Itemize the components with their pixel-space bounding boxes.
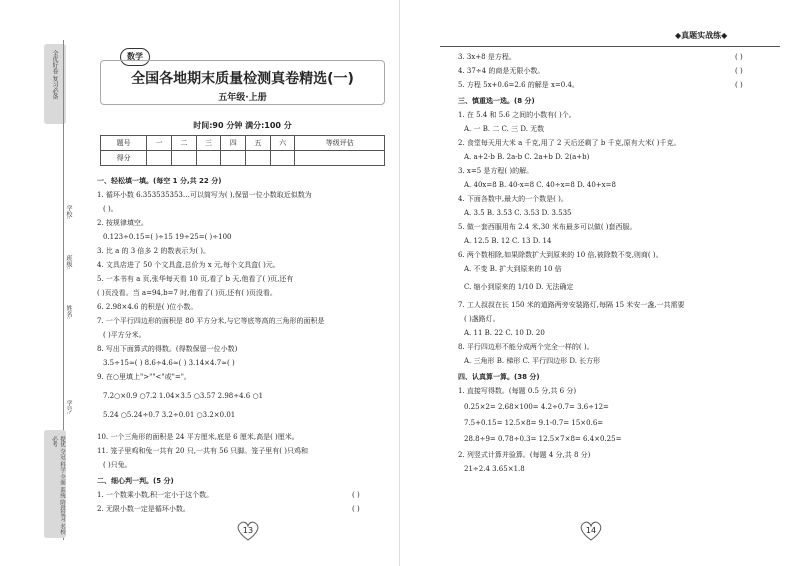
score-input-cell[interactable]: [171, 151, 196, 166]
option-line: A. 3.5̇ B. 3.53̇ C. 3.53 D. 3.535̇: [464, 209, 572, 217]
page-number: [235, 520, 261, 542]
header-rule: [440, 46, 780, 47]
option-line: A. 一 B. 二 C. 三 D. 无数: [464, 125, 545, 133]
score-input-cell[interactable]: [147, 151, 172, 166]
question-line: 0.123÷0.15=( )÷15 19÷25=( )÷100: [103, 233, 232, 241]
score-input-cell[interactable]: [246, 151, 271, 166]
question-line: 1. 一个数乘小数,积一定小于这个数。: [97, 491, 214, 499]
time-label: 时间:90 分钟 满分:100 分: [193, 121, 292, 130]
answer-paren[interactable]: ( ): [735, 67, 743, 75]
option-line: A. 不变 B. 扩大到原来的 10 倍: [464, 265, 562, 273]
answer-paren[interactable]: ( ): [735, 53, 743, 61]
option-line: A. 11 B. 22 C. 10 D. 20: [464, 329, 545, 337]
question-line: 3. x=5 是方程( )的解。: [458, 167, 534, 175]
grade-label: 五年级·上册: [218, 93, 267, 103]
sidebar-bottom-text: 提优 夺冠 科学 全面 系统 阶段复习 名校必考: [51, 436, 65, 535]
option-line: A. 12.5 B. 12 C. 13 D. 14: [464, 237, 552, 245]
answer-paren[interactable]: ( ): [352, 505, 360, 513]
question-line: 2. 按规律填空。: [97, 219, 148, 227]
question-line: 5.24 ○5.24÷0.7 3.2÷0.01 ○3.2×0.01: [103, 411, 236, 419]
score-input-cell[interactable]: [196, 151, 221, 166]
question-line: 6. 两个数相除,如果除数扩大到原来的 10 倍,被除数不变,则商( )。: [458, 251, 663, 259]
calc-row: 0.25×2= 2.68×100= 4.2÷0.7= 3.6÷12=: [464, 403, 609, 411]
question-line: 5. 做一套西服用布 2.4 米,30 米布最多可以做( )套西服。: [458, 223, 637, 231]
score-table-cell: 三: [196, 136, 221, 151]
section-heading: 一、轻松填一填。(每空 1 分,共 22 分): [97, 177, 222, 185]
option-line: A. 三角形 B. 梯形 C. 平行四边形 D. 长方形: [464, 357, 601, 365]
answer-paren[interactable]: ( ): [352, 491, 360, 499]
sidebar-field-class: 班级:: [65, 255, 72, 270]
subject-badge: 数学: [120, 48, 150, 66]
option-line: A. a+2-b B. 2a-b C. 2a+b D. 2(a+b): [464, 153, 590, 161]
sidebar-field-number: 学号:: [65, 400, 72, 415]
answer-paren[interactable]: ( ): [735, 81, 743, 89]
question-line: 6. 2.98×4.6 的积是( )位小数。: [97, 303, 198, 311]
question-line: 4. 下面各数中,最大的一个数是( )。: [458, 195, 568, 203]
score-table-cell: 得分: [101, 151, 147, 166]
question-line: ( )只兔。: [103, 461, 132, 469]
question-line: 7. 一个平行四边形的面积是 80 平方分米,与它等底等高的三角形的面积是: [97, 317, 325, 325]
calc-row: 28.8÷9= 0.78÷0.3= 12.5×7×8= 6.4×0.25=: [464, 435, 622, 443]
question-line: 5. 方程 5x+0.6=2.6 的解是 x=0.4。: [458, 81, 579, 89]
question-line: 1. 在 5.4 和 5.6 之间的小数有( )个。: [458, 111, 576, 119]
question-line: 3.5÷15≈( ) 8.6÷4.6≈( ) 3.14×4.7≈( ): [103, 359, 235, 367]
score-input-cell[interactable]: [221, 151, 246, 166]
question-line: ( )页没看。当 a=94,b=7 时,他看了( )页,还有( )页没看。: [97, 289, 277, 297]
question-line: 8. 写出下面算式的得数。(得数保留一位小数): [97, 345, 238, 353]
question-line: 5. 一本书有 a 页,张华每天看 10 页,看了 b 天,他看了( )页,还有: [97, 275, 294, 283]
score-table-cell: 二: [171, 136, 196, 151]
question-line: 10. 一个三角形的面积是 24 平方厘米,底是 6 厘米,高是( )厘米。: [97, 433, 299, 441]
section-heading: 四、认真算一算。(38 分): [458, 373, 540, 381]
question-line: 8. 平行四边形不能分成两个完全一样的( )。: [458, 343, 594, 351]
question-line: 7. 工人叔叔在长 150 米的道路两旁安装路灯,每隔 15 米安一盏,一共需要: [458, 301, 685, 309]
score-table-header: [101, 136, 385, 151]
exam-title: 全国各地期末质量检测真卷精选(一): [131, 71, 354, 87]
sidebar-field-name: 姓名:: [65, 305, 72, 320]
sidebar-top-text: 全优好卷 复习必备: [51, 50, 58, 100]
page-number-text: 13: [242, 526, 254, 535]
corner-badge: ◆真题实战练◆: [675, 31, 728, 40]
score-table-row: [101, 151, 385, 166]
score-table-cell: 六: [270, 136, 295, 151]
score-table-cell: 四: [221, 136, 246, 151]
question-line: 3. 3x+8 是方程。: [458, 53, 516, 61]
score-table-cell: 一: [147, 136, 172, 151]
question-line: 4. 文具店进了 50 个文具盒,总价为 x 元,每个文具盒( )元。: [97, 261, 280, 269]
question-line: ( )。: [103, 205, 118, 213]
sidebar-bottom-badge: [44, 430, 66, 538]
option-line: C. 缩小到原来的 1/10 D. 无法确定: [464, 283, 574, 291]
question-line: 7.2○×0.9 ○7.2 1.04×3.5 ○3.57 2.98÷4.6 ○1: [103, 392, 264, 400]
score-table-cell: 等级评估: [295, 136, 385, 151]
score-table: [100, 135, 385, 166]
question-line: 11. 笼子里鸡和兔一共有 20 只,一共有 56 只脚。笼子里有( )只鸡和: [97, 447, 308, 455]
score-table-cell: 五: [246, 136, 271, 151]
score-input-cell[interactable]: [295, 151, 385, 166]
question-line: 1. 循环小数 6.353535353…可以简写为( ),保留一位小数取近似数为: [97, 191, 312, 199]
sidebar-field-school: 学校:: [65, 205, 72, 220]
question-line: 3. 比 a 的 3 倍多 2 的数表示为( )。: [97, 247, 211, 255]
calc-row: 7.5+0.15= 12.5×8= 9.1-0.7= 15×0.6=: [464, 419, 604, 427]
score-table-cell: 题号: [101, 136, 147, 151]
question-line: 2. 列竖式计算并验算。(每题 4 分,共 8 分): [458, 451, 591, 459]
question-line: 1. 直接写得数。(每题 0.5 分,共 6 分): [458, 387, 577, 395]
right-page: [400, 0, 800, 566]
question-line: 2. 无限小数一定是循环小数。: [97, 505, 190, 513]
page-number: [578, 520, 604, 542]
score-input-cell[interactable]: [270, 151, 295, 166]
question-line: 4. 37÷4 的商是无限小数。: [458, 67, 545, 75]
calc-row: 21÷2.4 3.65×1.8: [464, 465, 525, 473]
section-heading: 二、细心判一判。(5 分): [97, 477, 174, 485]
question-line: ( )盏路灯。: [464, 315, 500, 323]
question-line: 9. 在○里填上">""<"或"="。: [97, 373, 191, 381]
question-line: ( )平方分米。: [103, 331, 146, 339]
option-line: A. 40x=8 B. 40-x=8 C. 40÷x=8 D. 40+x=8: [464, 181, 616, 189]
question-line: 2. 食堂每天用大米 a 千克,用了 2 天后还剩了 b 千克,原有大米( )千克。: [458, 139, 681, 147]
section-heading: 三、慎重选一选。(8 分): [458, 97, 535, 105]
page-number-text: 14: [585, 526, 597, 535]
